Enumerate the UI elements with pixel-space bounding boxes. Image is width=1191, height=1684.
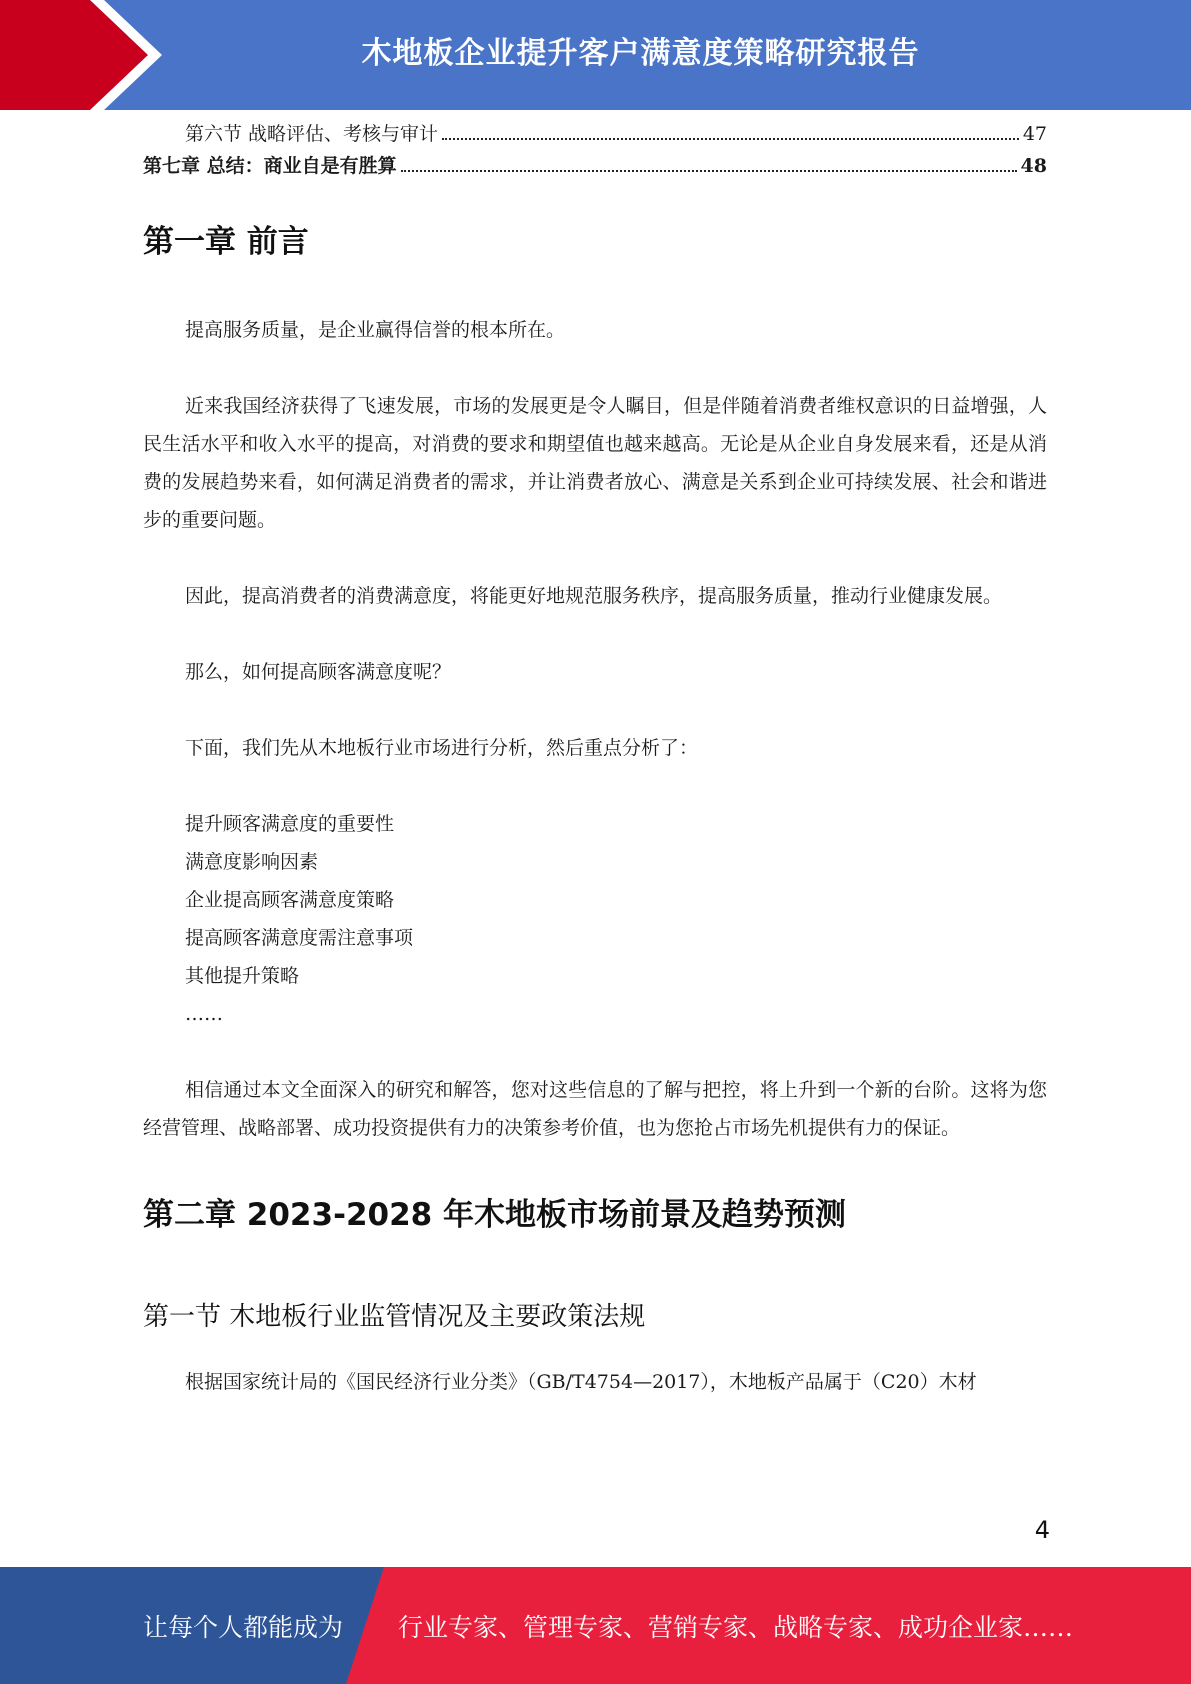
paragraph: 根据国家统计局的《国民经济行业分类》（GB/T4754—2017），木地板产品属于（C20）木材 bbox=[185, 1371, 977, 1393]
topic-list bbox=[143, 805, 1047, 1033]
page-header bbox=[0, 0, 1191, 110]
toc-entry-label: 第六节 战略评估、考核与审计 bbox=[185, 123, 439, 145]
paragraph: 因此，提高消费者的消费满意度，将能更好地规范服务秩序，提高服务质量，推动行业健康发展。 bbox=[185, 585, 1003, 607]
list-item: …… bbox=[185, 1003, 223, 1025]
section-heading: 第一节 木地板行业监管情况及主要政策法规 bbox=[143, 1302, 646, 1332]
chapter-heading: 第一章 前言 bbox=[143, 224, 309, 260]
chapter-heading: 第二章 2023-2028 年木地板市场前景及趋势预测 bbox=[143, 1197, 847, 1233]
toc-entry-page: 47 bbox=[1022, 123, 1047, 145]
toc-entry[interactable] bbox=[143, 118, 1047, 150]
toc-entry-label: 第七章 总结：商业自是有胜算 bbox=[143, 155, 397, 177]
paragraph: 近来我国经济获得了飞速发展，市场的发展更是令人瞩目，但是伴随着消费者维权意识的日益增强，人民生活水平和收入水平的提高，对消费的要求和期望值也越来越高。无论是从企业自身发展来看，还是从消费的发展趋势来看，如何满足消费者的需求，并让消费者放心、满意是关系到企业可持续发展、社会和谐进步的重要问题。 bbox=[143, 395, 1047, 531]
paragraph: 提高服务质量，是企业赢得信誉的根本所在。 bbox=[185, 319, 566, 341]
toc-leader-dots bbox=[442, 137, 1019, 140]
paragraph: 下面，我们先从木地板行业市场进行分析，然后重点分析了： bbox=[185, 737, 699, 759]
footer-slogan-right: 行业专家、管理专家、营销专家、战略专家、成功企业家…… bbox=[398, 1612, 1074, 1642]
toc-entry-page: 48 bbox=[1020, 155, 1047, 177]
footer-slogan-left: 让每个人都能成为 bbox=[143, 1612, 344, 1642]
list-item: 提高顾客满意度需注意事项 bbox=[185, 927, 414, 949]
paragraph: 那么，如何提高顾客满意度呢？ bbox=[185, 661, 452, 683]
list-item: 提升顾客满意度的重要性 bbox=[185, 813, 395, 835]
list-item: 其他提升策略 bbox=[185, 965, 300, 987]
header-title: 木地板企业提升客户满意度策略研究报告 bbox=[361, 36, 920, 71]
list-item: 企业提高顾客满意度策略 bbox=[185, 889, 395, 911]
list-item: 满意度影响因素 bbox=[185, 851, 319, 873]
page-number: 4 bbox=[1034, 1516, 1050, 1544]
page-content bbox=[143, 118, 1047, 1401]
page-footer bbox=[0, 1567, 1191, 1684]
paragraph: 相信通过本文全面深入的研究和解答，您对这些信息的了解与把控，将上升到一个新的台阶。这将为您经营管理、战略部署、成功投资提供有力的决策参考价值，也为您抢占市场先机提供有力的保证。 bbox=[143, 1079, 1047, 1139]
toc-leader-dots bbox=[401, 169, 1017, 172]
toc-entry[interactable] bbox=[143, 150, 1047, 182]
